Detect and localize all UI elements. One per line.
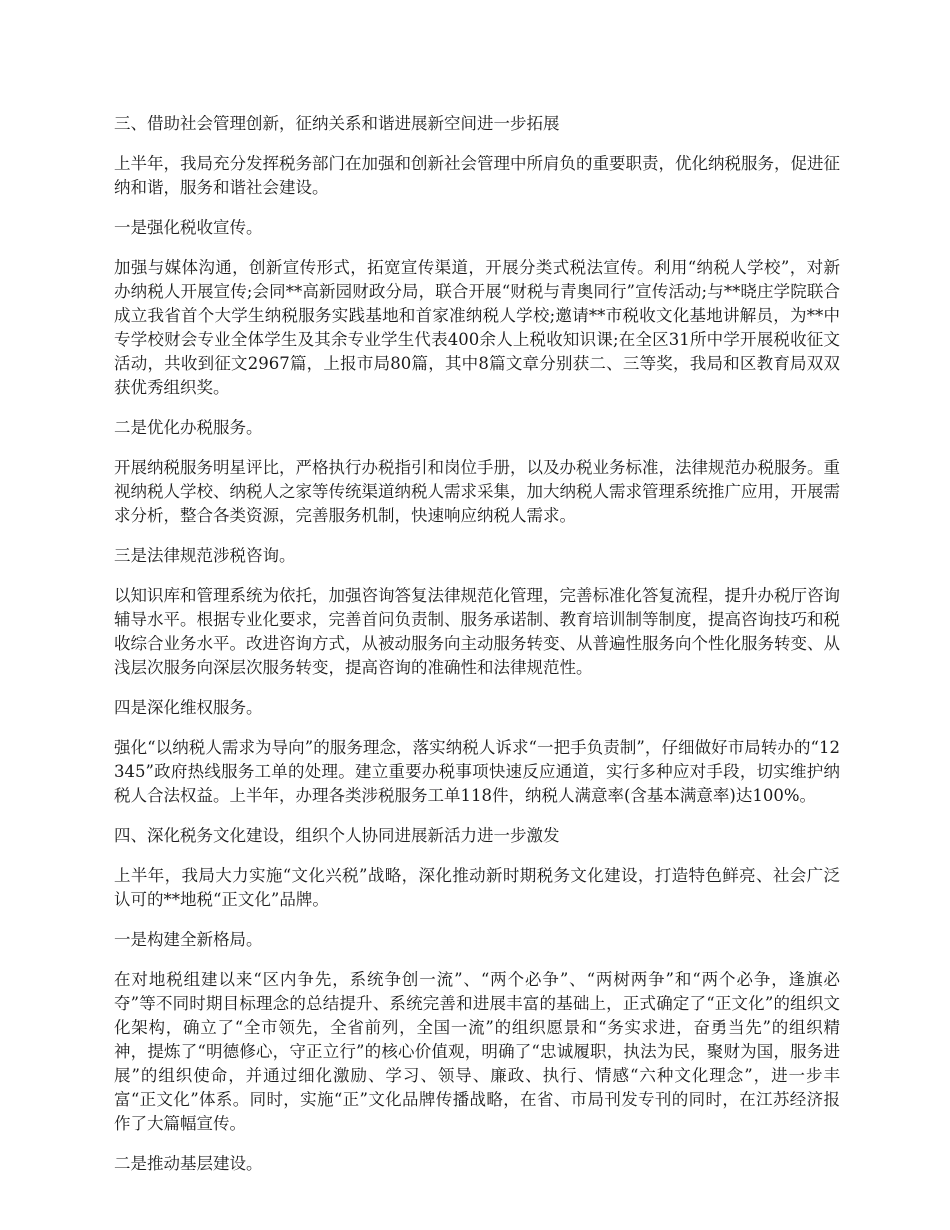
paragraph: 在对地税组建以来“区内争先，系统争创一流”、“两个必争”、“两树两争”和“两个必争，逢旗必夺”等不同时期目标理念的总结提升、系统完善和进展丰富的基础上，正式确定了“正文化”的组织文化架构，确立了“全市领先，全省前列，全国一流”的组织愿景和“务实求进，奋勇当先”的组织精神，提炼了“明德修心，守正立行”的核心价值观，明确了“忠诚履职，执法为民，聚财为国，服务进展”的组织使命，并通过细化激励、学习、领导、廉政、执行、情感“六种文化理念”，进一步丰富“正文化”体系。同时，实施“正”文化品牌传播战略，在省、市局刊发专刊的同时，在江苏经济报作了大篇幅宣传。 xyxy=(114,970,840,1133)
paragraph: 以知识库和管理系统为依托，加强咨询答复法律规范化管理，完善标准化答复流程，提升办税厅咨询辅导水平。根据专业化要求，完善首问负责制、服务承诺制、教育培训制等制度，提高咨询技巧和税收综合业务水平。改进咨询方式，从被动服务向主动服务转变、从普遍性服务向个性化服务转变、从浅层次服务向深层次服务转变，提高咨询的准确性和法律规范性。 xyxy=(114,586,840,677)
paragraph: 加强与媒体沟通，创新宣传形式，拓宽宣传渠道，开展分类式税法宣传。利用“纳税人学校”，对新办纳税人开展宣传;会同**高新园财政分局，联合开展“财税与青奥同行”宣传活动;与**晓庄学院联合成立我省首个大学生纳税服务实践基地和首家准纳税人学校;邀请**市税收文化基地讲解员，为**中专学校财会专业全体学生及其余专业学生代表400余人上税收知识课;在全区31所中学开展税收征文活动，共收到征文2967篇，上报市局80篇，其中8篇文章分别获二、三等奖，我局和区教育局双双获优秀组织奖。 xyxy=(114,258,840,397)
subheading: 一是构建全新格局。 xyxy=(114,930,263,949)
paragraph: 上半年，我局充分发挥税务部门在加强和创新社会管理中所肩负的重要职责，优化纳税服务，促进征纳和谐，服务和谐社会建设。 xyxy=(114,154,840,197)
section-heading-4: 四、深化税务文化建设，组织个人协同进展新活力进一步激发 xyxy=(114,826,560,845)
paragraph: 强化“以纳税人需求为导向”的服务理念，落实纳税人诉求“一把手负责制”，仔细做好市局转办的“12345”政府热线服务工单的处理。建立重要办税事项快速反应通道，实行多种应对手段，切实维护纳税人合法权益。上半年，办理各类涉税服务工单118件，纳税人满意率(含基本满意率)达100%。 xyxy=(114,738,840,805)
subheading: 三是法律规范涉税咨询。 xyxy=(114,546,296,565)
subheading: 二是推动基层建设。 xyxy=(114,1154,263,1173)
document-body xyxy=(114,112,840,1192)
paragraph: 开展纳税服务明星评比，严格执行办税指引和岗位手册，以及办税业务标准，法律规范办税服务。重视纳税人学校、纳税人之家等传统渠道纳税人需求采集，加大纳税人需求管理系统推广应用，开展需求分析，整合各类资源，完善服务机制，快速响应纳税人需求。 xyxy=(114,458,840,525)
paragraph: 上半年，我局大力实施“文化兴税”战略，深化推动新时期税务文化建设，打造特色鲜亮、社会广泛认可的**地税“正文化”品牌。 xyxy=(114,866,840,909)
subheading: 一是强化税收宣传。 xyxy=(114,218,263,237)
subheading: 二是优化办税服务。 xyxy=(114,418,263,437)
subheading: 四是深化维权服务。 xyxy=(114,698,263,717)
section-heading-3: 三、借助社会管理创新，征纳关系和谐进展新空间进一步拓展 xyxy=(114,114,560,133)
